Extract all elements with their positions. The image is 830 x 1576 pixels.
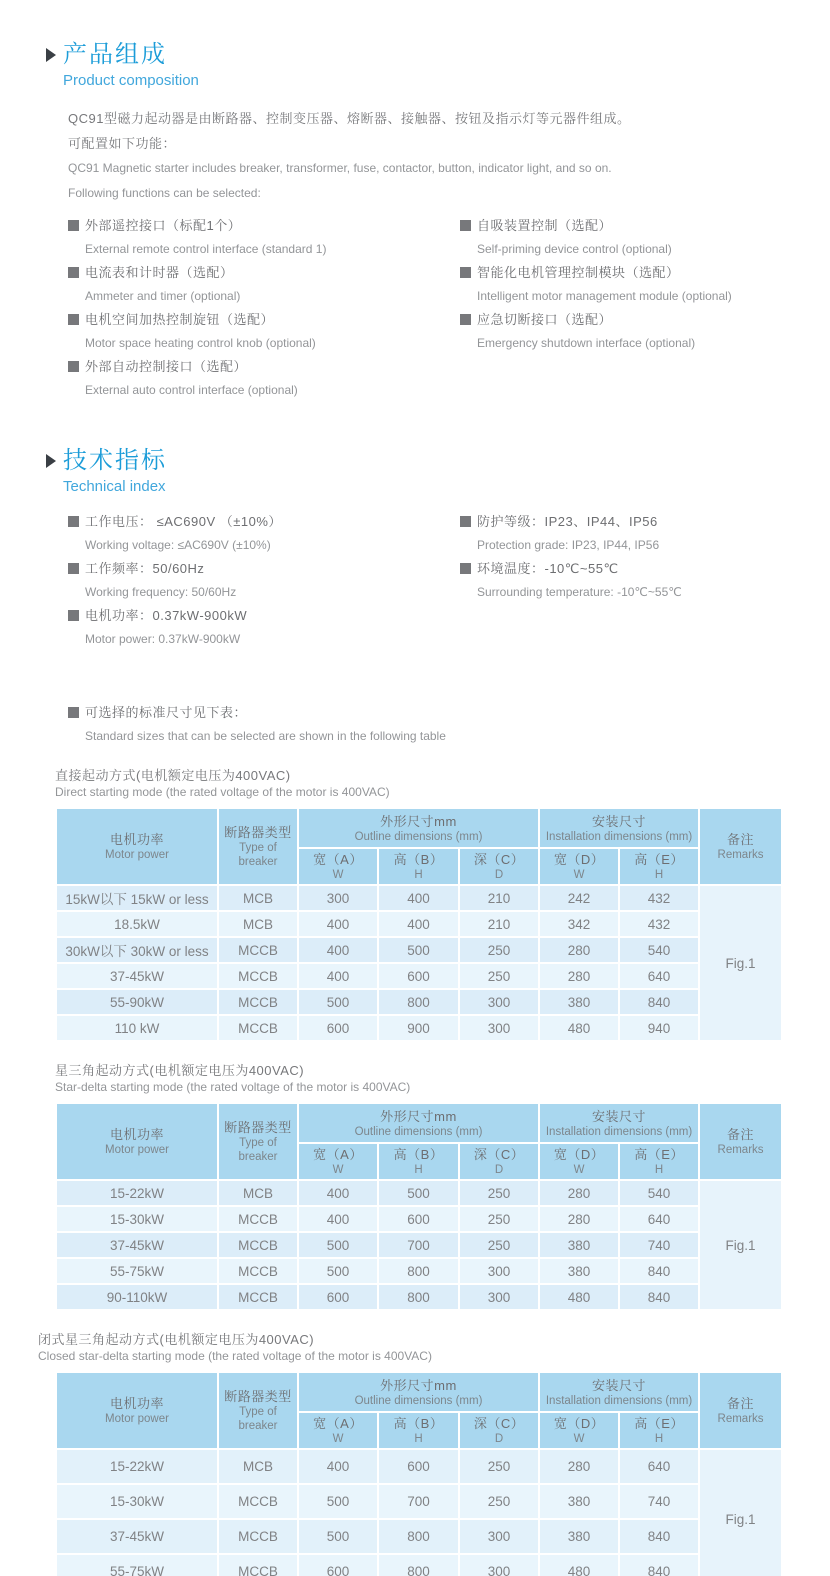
feature-list: [68, 214, 830, 402]
group-installation-dimensions: 安装尺寸 Installation dimensions (mm): [540, 809, 698, 847]
table-row: [57, 1520, 781, 1553]
spec-list: [68, 510, 830, 651]
table-cell: 90-110kW: [57, 1285, 217, 1309]
table-cell: 55-75kW: [57, 1555, 217, 1576]
table-cell: 480: [540, 1016, 618, 1040]
bullet-square-icon: [460, 314, 471, 325]
feature-en: External auto control interface (optional): [85, 383, 298, 397]
spec-item: [68, 510, 460, 556]
table-row: [57, 1285, 781, 1309]
feature-column-left: [68, 214, 460, 402]
table-cell: 400: [299, 938, 377, 962]
group-outline-dimensions: 外形尺寸mm Outline dimensions (mm): [299, 1373, 538, 1411]
bullet-square-icon: [68, 707, 79, 718]
table-cell: 740: [620, 1485, 698, 1518]
feature-en: Ammeter and timer (optional): [85, 289, 241, 303]
table-cell: 500: [299, 1259, 377, 1283]
feature-zh: 外部遥控接口（标配1个）: [85, 218, 242, 233]
section-arrow-icon: [46, 454, 56, 468]
table-cell: 15-22kW: [57, 1450, 217, 1483]
table-cell: 250: [460, 964, 538, 988]
spec-zh: 工作电压： ≤AC690V （±10%）: [85, 514, 282, 529]
table-cell: 400: [299, 1450, 377, 1483]
table-cell: 280: [540, 1207, 618, 1231]
col-height-e: 高（E） H: [620, 1144, 698, 1179]
table-cell: 300: [299, 886, 377, 910]
table-cell: 380: [540, 1485, 618, 1518]
table-cell: 280: [540, 1181, 618, 1205]
table-cell: 400: [379, 886, 458, 910]
section-title-en: Product composition: [63, 72, 199, 89]
group-installation-dimensions: 安装尺寸 Installation dimensions (mm): [540, 1104, 698, 1142]
table-cell: MCCB: [219, 1520, 297, 1553]
table-cell: 250: [460, 1485, 538, 1518]
table-cell: 15-22kW: [57, 1181, 217, 1205]
bullet-square-icon: [68, 610, 79, 621]
table-cell: 800: [379, 1285, 458, 1309]
caption-zh: 闭式星三角起动方式(电机额定电压为400VAC): [38, 1332, 315, 1347]
table-cell: 250: [460, 1181, 538, 1205]
section-title-zh: 技术指标: [63, 447, 167, 474]
col-breaker-type: 断路器类型 Type of breaker: [219, 809, 297, 884]
table-cell: 500: [299, 1233, 377, 1257]
col-depth-c: 深（C） D: [460, 1144, 538, 1179]
table-cell: 840: [620, 1555, 698, 1576]
table-cell: 400: [299, 912, 377, 936]
feature-en: Self-priming device control (optional): [477, 242, 672, 256]
table-cell: 500: [379, 938, 458, 962]
feature-item: [68, 261, 460, 307]
standard-size-note: [68, 701, 830, 747]
col-width-d: 宽（D） W: [540, 849, 618, 884]
table-cell: 480: [540, 1555, 618, 1576]
caption-en: Direct starting mode (the rated voltage of the motor is 400VAC): [55, 785, 390, 799]
table-cell: 300: [460, 1285, 538, 1309]
paragraph: QC91 Magnetic starter includes breaker, transformer, fuse, contactor, button, indicator light, and so on.: [68, 161, 612, 175]
table-cell: MCCB: [219, 1555, 297, 1576]
table-cell: MCCB: [219, 1207, 297, 1231]
col-height-b: 高（B） H: [379, 1413, 458, 1448]
table-cell: 640: [620, 1207, 698, 1231]
table-cell: 300: [460, 1016, 538, 1040]
col-depth-c: 深（C） D: [460, 849, 538, 884]
feature-item: [460, 214, 830, 260]
feature-en: Emergency shutdown interface (optional): [477, 336, 696, 350]
table-cell: 280: [540, 938, 618, 962]
group-outline-dimensions: 外形尺寸mm Outline dimensions (mm): [299, 809, 538, 847]
bullet-square-icon: [68, 267, 79, 278]
note-en: Standard sizes that can be selected are shown in the following table: [85, 729, 446, 743]
table-cell: MCCB: [219, 1285, 297, 1309]
table-cell: 600: [379, 964, 458, 988]
feature-item: [68, 214, 460, 260]
table-cell: 380: [540, 1520, 618, 1553]
bullet-square-icon: [68, 516, 79, 527]
paragraph: QC91型磁力起动器是由断路器、控制变压器、熔断器、接触器、按钮及指示灯等元器件组成。: [68, 111, 631, 126]
col-motor-power: 电机功率 Motor power: [57, 1104, 217, 1179]
table-cell: 15kW以下 15kW or less: [57, 886, 217, 910]
table-caption: [55, 1062, 830, 1096]
col-remarks: 备注 Remarks: [700, 809, 781, 884]
table-row: [57, 938, 781, 962]
table-caption: [38, 1331, 830, 1365]
section-technical-header: [46, 446, 830, 476]
table-cell: 900: [379, 1016, 458, 1040]
table-cell: 500: [299, 1485, 377, 1518]
feature-zh: 电机空间加热控制旋钮（选配）: [85, 312, 275, 327]
table-cell: 300: [460, 990, 538, 1014]
note-zh: 可选择的标准尺寸见下表：: [85, 705, 248, 720]
feature-item: [68, 308, 460, 354]
feature-zh: 应急切断接口（选配）: [477, 312, 613, 327]
col-height-e: 高（E） H: [620, 1413, 698, 1448]
table-cell: 840: [620, 1520, 698, 1553]
table-cell: 840: [620, 990, 698, 1014]
table-cell: 400: [299, 1181, 377, 1205]
table-row: [57, 1233, 781, 1257]
spec-zh: 环境温度：-10℃~55℃: [477, 561, 619, 576]
col-remarks: 备注 Remarks: [700, 1104, 781, 1179]
feature-zh: 自吸装置控制（选配）: [477, 218, 613, 233]
col-height-e: 高（E） H: [620, 849, 698, 884]
table-cell: 280: [540, 964, 618, 988]
table-cell: 250: [460, 1450, 538, 1483]
feature-zh: 外部自动控制接口（选配）: [85, 359, 248, 374]
table-cell: MCB: [219, 886, 297, 910]
table-cell: 640: [620, 1450, 698, 1483]
caption-en: Star-delta starting mode (the rated voltage of the motor is 400VAC): [55, 1080, 411, 1094]
spec-en: Protection grade: IP23, IP44, IP56: [477, 538, 660, 552]
col-height-b: 高（B） H: [379, 1144, 458, 1179]
table-cell: 740: [620, 1233, 698, 1257]
spec-en: Working voltage: ≤AC690V (±10%): [85, 538, 271, 552]
col-width-d: 宽（D） W: [540, 1413, 618, 1448]
spec-zh: 防护等级：IP23、IP44、IP56: [477, 514, 658, 529]
col-remarks: 备注 Remarks: [700, 1373, 781, 1448]
table-cell: 700: [379, 1233, 458, 1257]
table-cell: 55-75kW: [57, 1259, 217, 1283]
section-title-zh: 产品组成: [63, 41, 167, 68]
col-motor-power: 电机功率 Motor power: [57, 1373, 217, 1448]
table-cell: 800: [379, 1555, 458, 1576]
table-cell: 30kW以下 30kW or less: [57, 938, 217, 962]
table-cell: 600: [299, 1016, 377, 1040]
bullet-square-icon: [460, 516, 471, 527]
table-cell: 380: [540, 1259, 618, 1283]
table-row: [57, 1207, 781, 1231]
remark-cell: Fig.1: [700, 1181, 781, 1309]
paragraph: Following functions can be selected:: [68, 186, 261, 200]
table-cell: 640: [620, 964, 698, 988]
col-breaker-type: 断路器类型 Type of breaker: [219, 1104, 297, 1179]
table-cell: MCCB: [219, 964, 297, 988]
table-cell: 250: [460, 1207, 538, 1231]
table-cell: 540: [620, 938, 698, 962]
table-cell: 500: [299, 1520, 377, 1553]
table-cell: 940: [620, 1016, 698, 1040]
table-cell: 15-30kW: [57, 1207, 217, 1231]
table-cell: 55-90kW: [57, 990, 217, 1014]
table-cell: 210: [460, 912, 538, 936]
table-cell: 380: [540, 990, 618, 1014]
feature-item: [460, 308, 830, 354]
table-cell: MCCB: [219, 938, 297, 962]
composition-paragraphs: [68, 106, 830, 206]
table-row: [57, 1259, 781, 1283]
table-caption: [55, 767, 830, 801]
caption-zh: 直接起动方式(电机额定电压为400VAC): [55, 768, 291, 783]
table-cell: 110 kW: [57, 1016, 217, 1040]
spec-en: Surrounding temperature: -10℃~55℃: [477, 585, 682, 599]
closed-star-delta-table: [55, 1371, 783, 1576]
feature-zh: 电流表和计时器（选配）: [85, 265, 234, 280]
table-cell: MCCB: [219, 1016, 297, 1040]
table-cell: MCCB: [219, 990, 297, 1014]
table-cell: 800: [379, 1259, 458, 1283]
table-cell: 400: [299, 964, 377, 988]
group-outline-dimensions: 外形尺寸mm Outline dimensions (mm): [299, 1104, 538, 1142]
table-row: [57, 964, 781, 988]
table-cell: MCCB: [219, 1485, 297, 1518]
caption-en: Closed star-delta starting mode (the rated voltage of the motor is 400VAC): [38, 1349, 432, 1363]
table-cell: 342: [540, 912, 618, 936]
col-width-a: 宽（A） W: [299, 849, 377, 884]
table-row: [57, 1016, 781, 1040]
spec-zh: 电机功率：0.37kW-900kW: [85, 608, 248, 623]
bullet-square-icon: [68, 563, 79, 574]
table-row: [57, 1450, 781, 1483]
section-arrow-icon: [46, 48, 56, 62]
table-cell: 800: [379, 990, 458, 1014]
table-cell: 250: [460, 938, 538, 962]
table-cell: 600: [379, 1207, 458, 1231]
feature-en: External remote control interface (standard 1): [85, 242, 327, 256]
bullet-square-icon: [68, 361, 79, 372]
col-width-a: 宽（A） W: [299, 1144, 377, 1179]
table-cell: MCB: [219, 1181, 297, 1205]
table-cell: 432: [620, 912, 698, 936]
table-cell: 210: [460, 886, 538, 910]
table-cell: 600: [379, 1450, 458, 1483]
bullet-square-icon: [460, 220, 471, 231]
remark-cell: Fig.1: [700, 1450, 781, 1576]
table-cell: 400: [379, 912, 458, 936]
table-row: [57, 1555, 781, 1576]
bullet-square-icon: [68, 314, 79, 325]
table-row: [57, 886, 781, 910]
table-cell: 600: [299, 1285, 377, 1309]
table-cell: 15-30kW: [57, 1485, 217, 1518]
table-cell: 250: [460, 1233, 538, 1257]
caption-zh: 星三角起动方式(电机额定电压为400VAC): [55, 1063, 305, 1078]
table-cell: 800: [379, 1520, 458, 1553]
table-cell: MCCB: [219, 1259, 297, 1283]
table-cell: 600: [299, 1555, 377, 1576]
table-row: [57, 912, 781, 936]
feature-en: Intelligent motor management module (optional): [477, 289, 732, 303]
bullet-square-icon: [460, 267, 471, 278]
table-cell: 400: [299, 1207, 377, 1231]
col-depth-c: 深（C） D: [460, 1413, 538, 1448]
table-cell: 300: [460, 1520, 538, 1553]
table-row: [57, 1485, 781, 1518]
paragraph: 可配置如下功能：: [68, 136, 177, 151]
table-cell: 840: [620, 1285, 698, 1309]
col-width-d: 宽（D） W: [540, 1144, 618, 1179]
spec-item: [460, 557, 830, 603]
table-cell: 242: [540, 886, 618, 910]
table-row: [57, 990, 781, 1014]
feature-item: [460, 261, 830, 307]
remark-cell: Fig.1: [700, 886, 781, 1040]
spec-column-left: [68, 510, 460, 651]
col-motor-power: 电机功率 Motor power: [57, 809, 217, 884]
table-cell: 37-45kW: [57, 964, 217, 988]
table-cell: 500: [299, 990, 377, 1014]
table-cell: 540: [620, 1181, 698, 1205]
feature-column-right: [460, 214, 830, 402]
feature-item: [68, 355, 460, 401]
spec-item: [460, 510, 830, 556]
table-cell: 37-45kW: [57, 1520, 217, 1553]
spec-item: [68, 557, 460, 603]
section-title-en: Technical index: [63, 478, 166, 495]
table-cell: 280: [540, 1450, 618, 1483]
spec-zh: 工作频率：50/60Hz: [85, 561, 205, 576]
feature-en: Motor space heating control knob (optional): [85, 336, 316, 350]
table-cell: MCB: [219, 1450, 297, 1483]
table-cell: 500: [379, 1181, 458, 1205]
group-installation-dimensions: 安装尺寸 Installation dimensions (mm): [540, 1373, 698, 1411]
col-width-a: 宽（A） W: [299, 1413, 377, 1448]
section-composition-header: [46, 40, 830, 70]
table-cell: 380: [540, 1233, 618, 1257]
table-cell: 300: [460, 1259, 538, 1283]
col-height-b: 高（B） H: [379, 849, 458, 884]
direct-starting-table: [55, 807, 783, 1042]
table-cell: MCCB: [219, 1233, 297, 1257]
bullet-square-icon: [68, 220, 79, 231]
table-cell: 840: [620, 1259, 698, 1283]
table-cell: 480: [540, 1285, 618, 1309]
spec-column-right: [460, 510, 830, 651]
table-cell: 432: [620, 886, 698, 910]
table-row: [57, 1181, 781, 1205]
bullet-square-icon: [460, 563, 471, 574]
spec-en: Working frequency: 50/60Hz: [85, 585, 237, 599]
table-cell: 37-45kW: [57, 1233, 217, 1257]
table-cell: 300: [460, 1555, 538, 1576]
spec-en: Motor power: 0.37kW-900kW: [85, 632, 241, 646]
spec-item: [68, 604, 460, 650]
feature-zh: 智能化电机管理控制模块（选配）: [477, 265, 680, 280]
star-delta-table: [55, 1102, 783, 1311]
col-breaker-type: 断路器类型 Type of breaker: [219, 1373, 297, 1448]
table-cell: 18.5kW: [57, 912, 217, 936]
table-cell: MCB: [219, 912, 297, 936]
table-cell: 700: [379, 1485, 458, 1518]
